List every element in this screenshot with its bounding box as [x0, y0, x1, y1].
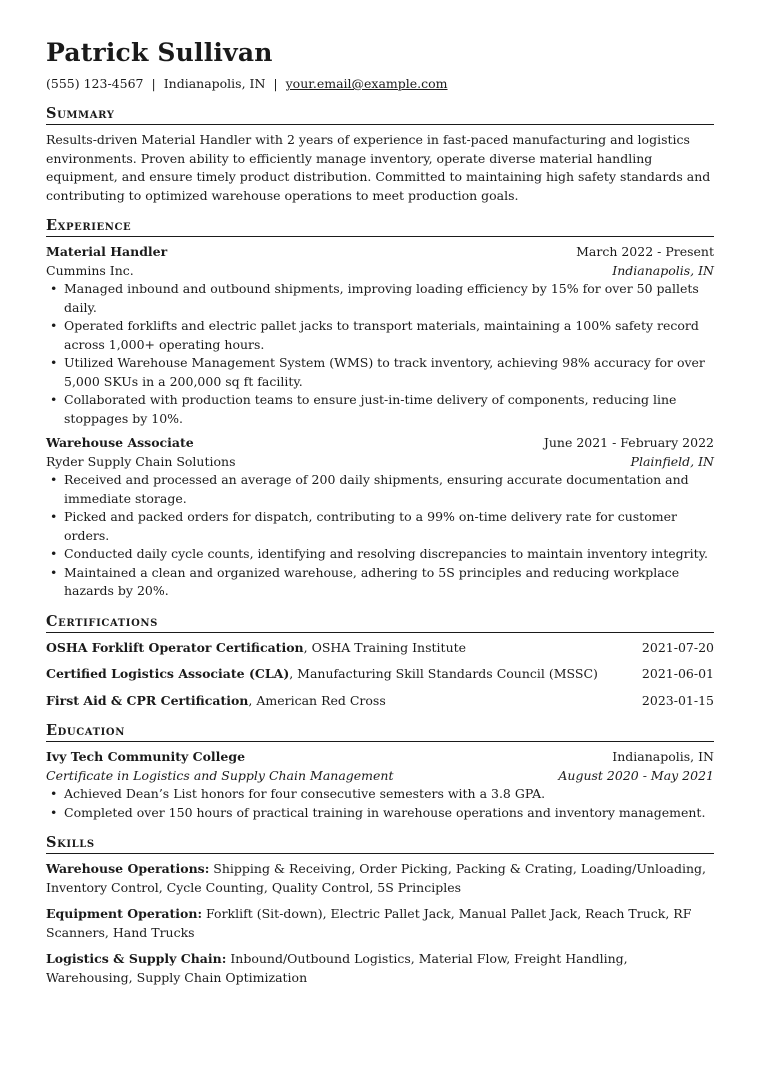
- job-company-row: [46, 453, 714, 472]
- list-item: • Collaborated with production teams to ensure just-in-time delivery of components, reducing line stoppages by 10%.: [46, 391, 714, 428]
- skill-group-label: Logistics & Supply Chain:: [46, 951, 227, 966]
- job-location: Indianapolis, IN: [612, 262, 714, 278]
- education-bullets: [46, 785, 714, 822]
- certification-date: 2021-07-20: [641, 639, 714, 655]
- certification-issuer: , American Red Cross: [248, 692, 386, 708]
- job-header-row: [46, 243, 714, 262]
- email-link[interactable]: your.email@example.com: [285, 76, 448, 91]
- section-title-education: Education: [46, 722, 714, 742]
- summary-text: Results-driven Material Handler with 2 years of experience in fast-paced manufacturing and logistics environments. Proven ability to efficiently manage inventory, operate diverse material handling equipment, and ensure timely product distribution. Committed to maintaining high safety standards and contributing to optimized warehouse operations to meet production goals.: [46, 132, 711, 203]
- section-title-experience: Experience: [46, 217, 714, 237]
- list-item: • Received and processed an average of 200 daily shipments, ensuring accurate documentation and immediate storage.: [46, 471, 714, 508]
- candidate-name: Patrick Sullivan: [46, 38, 273, 67]
- certification-issuer: , OSHA Training Institute: [303, 639, 467, 655]
- job-bullets: [46, 280, 714, 428]
- certification-date: 2023-01-15: [641, 692, 714, 708]
- contact-separator: |: [273, 76, 278, 91]
- certification-row: [46, 639, 714, 658]
- skills-list: [46, 860, 714, 987]
- job-role: Material Handler: [46, 244, 168, 259]
- job-entry: [46, 434, 714, 601]
- certification-row: [46, 665, 714, 684]
- contact-separator: |: [151, 76, 156, 91]
- section-title-certifications: Certifications: [46, 613, 714, 633]
- job-header-row: [46, 434, 714, 453]
- list-item: • Operated forklifts and electric pallet jacks to transport materials, maintaining a 100% safety record across 1,000+ operating hours.: [46, 317, 714, 354]
- certification-text: [46, 665, 598, 684]
- skill-group-items: Shipping & Receiving, Order Picking, Packing & Crating, Loading/Unloading, Inventory Control, Cycle Counting, Quality Control, 5S Principles: [46, 861, 706, 895]
- job-role: Warehouse Associate: [46, 435, 194, 450]
- certification-date: 2021-06-01: [641, 666, 714, 681]
- job-entry: [46, 243, 714, 428]
- list-item: • Conducted daily cycle counts, identifying and resolving discrepancies to maintain inventory integrity.: [46, 545, 714, 564]
- school-name: Ivy Tech Community College: [46, 749, 246, 764]
- list-item: • Picked and packed orders for dispatch, contributing to a 99% on-time delivery rate for customer orders.: [46, 508, 714, 545]
- job-bullets: [46, 471, 714, 601]
- certification-name: Certified Logistics Associate (CLA): [46, 666, 290, 681]
- job-dates: March 2022 - Present: [576, 244, 714, 259]
- skill-group-items: Inbound/Outbound Logistics, Material Flow, Freight Handling, Warehousing, Supply Chain Optimization: [46, 951, 628, 985]
- education-entry: [46, 748, 714, 822]
- location: Indianapolis, IN: [163, 76, 266, 91]
- list-item: • Achieved Dean’s List honors for four consecutive semesters with a 3.8 GPA.: [46, 785, 714, 804]
- education-header-row: [46, 748, 714, 767]
- degree-name: Certificate in Logistics and Supply Chain Management: [46, 767, 394, 783]
- certification-issuer: , Manufacturing Skill Standards Council (MSSC): [289, 666, 598, 681]
- skill-group-items: Forklift (Sit-down), Electric Pallet Jack, Manual Pallet Jack, Reach Truck, RF Scanners, Hand Trucks: [46, 906, 692, 940]
- phone-number: (555) 123-4567: [46, 76, 144, 91]
- section-title-skills: Skills: [46, 834, 714, 854]
- job-company: Ryder Supply Chain Solutions: [46, 453, 236, 469]
- section-title-summary: Summary: [46, 105, 714, 125]
- list-item: • Utilized Warehouse Management System (WMS) to track inventory, achieving 98% accuracy for over 5,000 SKUs in a 200,000 sq ft facility.: [46, 354, 714, 391]
- list-item: • Maintained a clean and organized warehouse, adhering to 5S principles and reducing workplace hazards by 20%.: [46, 564, 714, 601]
- certification-name: OSHA Forklift Operator Certification: [46, 639, 304, 655]
- education-dates: August 2020 - May 2021: [558, 767, 714, 783]
- job-dates: June 2021 - February 2022: [543, 435, 714, 450]
- skill-group-label: Equipment Operation:: [46, 906, 203, 921]
- skill-group: [46, 905, 714, 942]
- job-company: Cummins Inc.: [46, 262, 134, 278]
- certifications-list: [46, 639, 714, 711]
- skill-group-label: Warehouse Operations:: [46, 861, 210, 876]
- skill-group: [46, 860, 714, 897]
- list-item: • Managed inbound and outbound shipments, improving loading efficiency by 15% for over 50 pallets daily.: [46, 280, 714, 317]
- list-item: • Completed over 150 hours of practical training in warehouse operations and inventory management.: [46, 804, 714, 823]
- school-location: Indianapolis, IN: [612, 749, 714, 764]
- skill-group: [46, 950, 714, 987]
- job-location: Plainfield, IN: [630, 453, 714, 469]
- job-company-row: [46, 262, 714, 281]
- certification-text: [46, 692, 386, 711]
- certification-name: First Aid & CPR Certification: [46, 692, 249, 708]
- contact-line: [46, 76, 714, 92]
- certification-row: [46, 692, 714, 711]
- education-degree-row: [46, 767, 714, 786]
- certification-text: [46, 639, 466, 658]
